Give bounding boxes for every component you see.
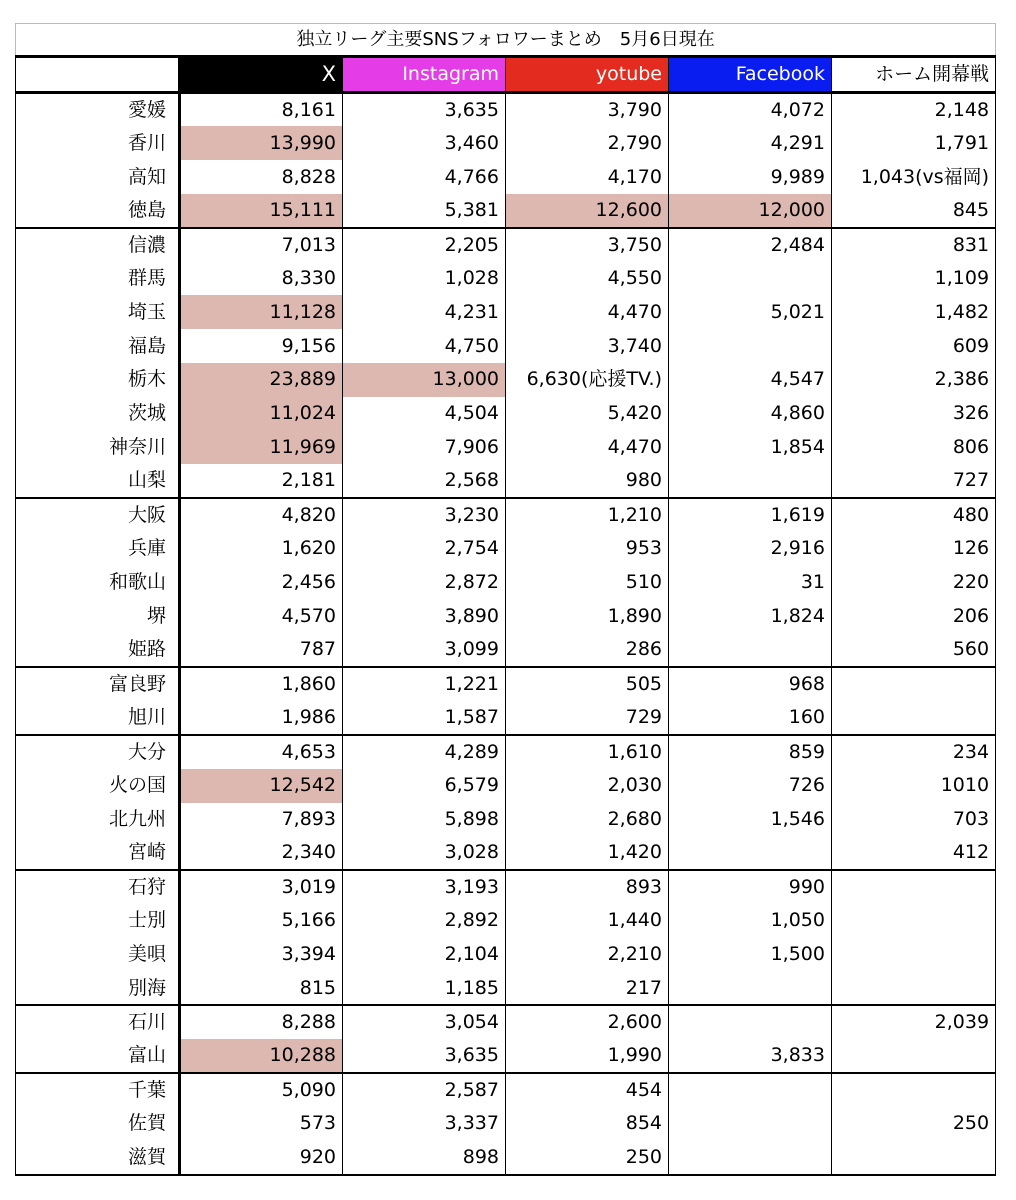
cell-facebook [669,634,832,668]
cell-x: 11,969 [180,431,343,465]
cell-team: 別海 [16,972,180,1006]
cell-team: 兵庫 [16,532,180,566]
cell-home-opener: 126 [832,532,996,566]
cell-team: 山梨 [16,464,180,498]
cell-instagram: 1,028 [343,262,506,296]
table-row [16,532,996,566]
cell-x: 12,542 [180,769,343,803]
cell-youtube: 5,420 [506,397,669,431]
cell-facebook: 5,021 [669,295,832,329]
cell-home-opener: 2,148 [832,93,996,127]
cell-home-opener [832,701,996,735]
cell-youtube: 505 [506,667,669,701]
table-row [16,194,996,228]
cell-home-opener: 1,043(vs福岡) [832,160,996,194]
cell-youtube: 4,550 [506,262,669,296]
cell-home-opener: 560 [832,634,996,668]
cell-instagram: 2,205 [343,228,506,262]
cell-home-opener: 845 [832,194,996,228]
cell-facebook: 2,916 [669,532,832,566]
cell-x: 8,288 [180,1005,343,1039]
cell-x: 815 [180,972,343,1006]
cell-home-opener: 234 [832,735,996,769]
cell-facebook: 1,619 [669,498,832,532]
cell-instagram: 3,099 [343,634,506,668]
cell-team: 埼玉 [16,295,180,329]
cell-x: 10,288 [180,1039,343,1073]
cell-team: 茨城 [16,397,180,431]
cell-facebook: 1,500 [669,938,832,972]
header-youtube: yotube [506,57,669,93]
cell-home-opener [832,1073,996,1107]
cell-youtube: 6,630(応援TV.) [506,363,669,397]
table-row [16,295,996,329]
table-row [16,634,996,668]
table-row [16,769,996,803]
cell-youtube: 1,610 [506,735,669,769]
table-row [16,600,996,634]
cell-facebook: 968 [669,667,832,701]
cell-team: 富山 [16,1039,180,1073]
cell-team: 姫路 [16,634,180,668]
cell-instagram: 4,289 [343,735,506,769]
header-facebook: Facebook [669,57,832,93]
header-instagram: Instagram [343,57,506,93]
cell-team: 滋賀 [16,1141,180,1175]
cell-x: 11,128 [180,295,343,329]
cell-home-opener [832,972,996,1006]
cell-facebook [669,836,832,870]
cell-team: 旭川 [16,701,180,735]
cell-facebook: 726 [669,769,832,803]
cell-facebook: 4,860 [669,397,832,431]
cell-home-opener: 220 [832,566,996,600]
cell-team: 徳島 [16,194,180,228]
cell-youtube: 217 [506,972,669,1006]
cell-youtube: 2,210 [506,938,669,972]
cell-x: 3,394 [180,938,343,972]
cell-home-opener: 2,039 [832,1005,996,1039]
cell-home-opener: 609 [832,329,996,363]
cell-x: 4,820 [180,498,343,532]
cell-instagram: 4,766 [343,160,506,194]
cell-youtube: 3,740 [506,329,669,363]
cell-x: 23,889 [180,363,343,397]
cell-team: 宮崎 [16,836,180,870]
cell-instagram: 7,906 [343,431,506,465]
cell-team: 大分 [16,735,180,769]
cell-team: 群馬 [16,262,180,296]
cell-x: 2,456 [180,566,343,600]
cell-instagram: 1,587 [343,701,506,735]
cell-x: 7,893 [180,803,343,837]
cell-youtube: 454 [506,1073,669,1107]
cell-home-opener: 1,791 [832,126,996,160]
cell-home-opener [832,1039,996,1073]
table-row [16,836,996,870]
cell-facebook: 859 [669,735,832,769]
table-row [16,160,996,194]
cell-youtube: 4,470 [506,431,669,465]
cell-instagram: 3,635 [343,1039,506,1073]
cell-home-opener [832,667,996,701]
cell-x: 15,111 [180,194,343,228]
cell-youtube: 1,420 [506,836,669,870]
cell-home-opener [832,1141,996,1175]
table-row [16,701,996,735]
cell-team: 石川 [16,1005,180,1039]
cell-instagram: 3,054 [343,1005,506,1039]
cell-youtube: 2,600 [506,1005,669,1039]
title-row [16,24,996,57]
cell-x: 9,156 [180,329,343,363]
cell-instagram: 1,221 [343,667,506,701]
cell-x: 5,166 [180,904,343,938]
table-row [16,938,996,972]
cell-team: 福島 [16,329,180,363]
cell-home-opener: 806 [832,431,996,465]
cell-home-opener: 1010 [832,769,996,803]
cell-instagram: 3,337 [343,1107,506,1141]
cell-team: 香川 [16,126,180,160]
cell-instagram: 5,381 [343,194,506,228]
table-title: 独立リーグ主要SNSフォロワーまとめ 5月6日現在 [16,24,996,57]
cell-youtube: 4,470 [506,295,669,329]
cell-instagram: 2,872 [343,566,506,600]
table-row [16,228,996,262]
cell-youtube: 250 [506,1141,669,1175]
table-row [16,397,996,431]
header-blank-cell [16,57,180,93]
cell-youtube: 1,440 [506,904,669,938]
cell-youtube: 1,890 [506,600,669,634]
cell-x: 2,181 [180,464,343,498]
cell-instagram: 3,230 [343,498,506,532]
cell-x: 920 [180,1141,343,1175]
table-row [16,93,996,127]
cell-x: 4,570 [180,600,343,634]
cell-team: 栃木 [16,363,180,397]
cell-instagram: 2,892 [343,904,506,938]
cell-team: 北九州 [16,803,180,837]
cell-facebook [669,1141,832,1175]
cell-facebook: 990 [669,870,832,904]
cell-home-opener: 480 [832,498,996,532]
cell-facebook: 12,000 [669,194,832,228]
table-row [16,498,996,532]
cell-facebook: 160 [669,701,832,735]
cell-instagram: 5,898 [343,803,506,837]
table-row [16,329,996,363]
cell-x: 8,161 [180,93,343,127]
header-x: X [180,57,343,93]
table-row [16,667,996,701]
cell-youtube: 286 [506,634,669,668]
cell-facebook: 1,546 [669,803,832,837]
cell-home-opener: 412 [832,836,996,870]
cell-facebook: 4,291 [669,126,832,160]
cell-youtube: 893 [506,870,669,904]
cell-team: 堺 [16,600,180,634]
cell-x: 2,340 [180,836,343,870]
cell-home-opener [832,904,996,938]
table-row [16,431,996,465]
cell-home-opener: 831 [832,228,996,262]
table-row [16,1107,996,1141]
table-row [16,126,996,160]
table-row [16,735,996,769]
table-row [16,803,996,837]
cell-instagram: 4,231 [343,295,506,329]
cell-home-opener: 2,386 [832,363,996,397]
cell-facebook [669,1005,832,1039]
cell-home-opener: 1,109 [832,262,996,296]
cell-instagram: 13,000 [343,363,506,397]
cell-instagram: 1,185 [343,972,506,1006]
cell-facebook: 3,833 [669,1039,832,1073]
cell-youtube: 4,170 [506,160,669,194]
cell-facebook: 2,484 [669,228,832,262]
cell-team: 美唄 [16,938,180,972]
sns-follower-table [15,23,996,1176]
spreadsheet [15,23,995,1176]
table-row [16,1039,996,1073]
header-row [16,57,996,93]
cell-instagram: 2,587 [343,1073,506,1107]
cell-instagram: 4,750 [343,329,506,363]
cell-x: 5,090 [180,1073,343,1107]
table-row [16,904,996,938]
cell-team: 和歌山 [16,566,180,600]
cell-team: 大阪 [16,498,180,532]
cell-facebook: 4,547 [669,363,832,397]
cell-facebook: 4,072 [669,93,832,127]
cell-instagram: 898 [343,1141,506,1175]
cell-team: 神奈川 [16,431,180,465]
cell-youtube: 729 [506,701,669,735]
cell-facebook [669,329,832,363]
cell-x: 1,860 [180,667,343,701]
cell-home-opener: 206 [832,600,996,634]
cell-x: 13,990 [180,126,343,160]
cell-team: 高知 [16,160,180,194]
cell-youtube: 3,790 [506,93,669,127]
table-row [16,1141,996,1175]
cell-facebook: 1,824 [669,600,832,634]
cell-team: 火の国 [16,769,180,803]
cell-youtube: 1,210 [506,498,669,532]
cell-home-opener: 727 [832,464,996,498]
cell-facebook [669,464,832,498]
cell-home-opener: 1,482 [832,295,996,329]
cell-home-opener: 326 [832,397,996,431]
cell-youtube: 1,990 [506,1039,669,1073]
cell-youtube: 980 [506,464,669,498]
cell-youtube: 953 [506,532,669,566]
cell-youtube: 854 [506,1107,669,1141]
cell-home-opener [832,870,996,904]
cell-youtube: 510 [506,566,669,600]
cell-x: 1,986 [180,701,343,735]
cell-team: 信濃 [16,228,180,262]
table-row [16,870,996,904]
cell-youtube: 2,680 [506,803,669,837]
table-row [16,566,996,600]
cell-instagram: 3,193 [343,870,506,904]
cell-facebook: 9,989 [669,160,832,194]
cell-facebook [669,262,832,296]
cell-instagram: 6,579 [343,769,506,803]
cell-instagram: 2,104 [343,938,506,972]
table-row [16,1005,996,1039]
cell-x: 3,019 [180,870,343,904]
cell-x: 4,653 [180,735,343,769]
cell-home-opener: 250 [832,1107,996,1141]
cell-team: 愛媛 [16,93,180,127]
table-row [16,464,996,498]
cell-team: 石狩 [16,870,180,904]
cell-facebook: 1,854 [669,431,832,465]
cell-facebook [669,972,832,1006]
cell-team: 千葉 [16,1073,180,1107]
cell-youtube: 12,600 [506,194,669,228]
table-row [16,262,996,296]
cell-home-opener: 703 [832,803,996,837]
cell-x: 7,013 [180,228,343,262]
cell-home-opener [832,938,996,972]
table-row [16,972,996,1006]
cell-instagram: 2,568 [343,464,506,498]
cell-instagram: 3,635 [343,93,506,127]
cell-instagram: 3,028 [343,836,506,870]
cell-x: 8,330 [180,262,343,296]
header-home-opener: ホーム開幕戦 [832,57,996,93]
cell-instagram: 3,890 [343,600,506,634]
table-row [16,363,996,397]
cell-facebook [669,1073,832,1107]
cell-team: 士別 [16,904,180,938]
cell-youtube: 2,030 [506,769,669,803]
cell-instagram: 4,504 [343,397,506,431]
cell-x: 8,828 [180,160,343,194]
cell-instagram: 3,460 [343,126,506,160]
cell-x: 787 [180,634,343,668]
cell-youtube: 3,750 [506,228,669,262]
cell-team: 富良野 [16,667,180,701]
cell-x: 1,620 [180,532,343,566]
cell-youtube: 2,790 [506,126,669,160]
cell-x: 573 [180,1107,343,1141]
cell-instagram: 2,754 [343,532,506,566]
cell-facebook [669,1107,832,1141]
cell-team: 佐賀 [16,1107,180,1141]
cell-x: 11,024 [180,397,343,431]
cell-facebook: 31 [669,566,832,600]
table-row [16,1073,996,1107]
cell-facebook: 1,050 [669,904,832,938]
